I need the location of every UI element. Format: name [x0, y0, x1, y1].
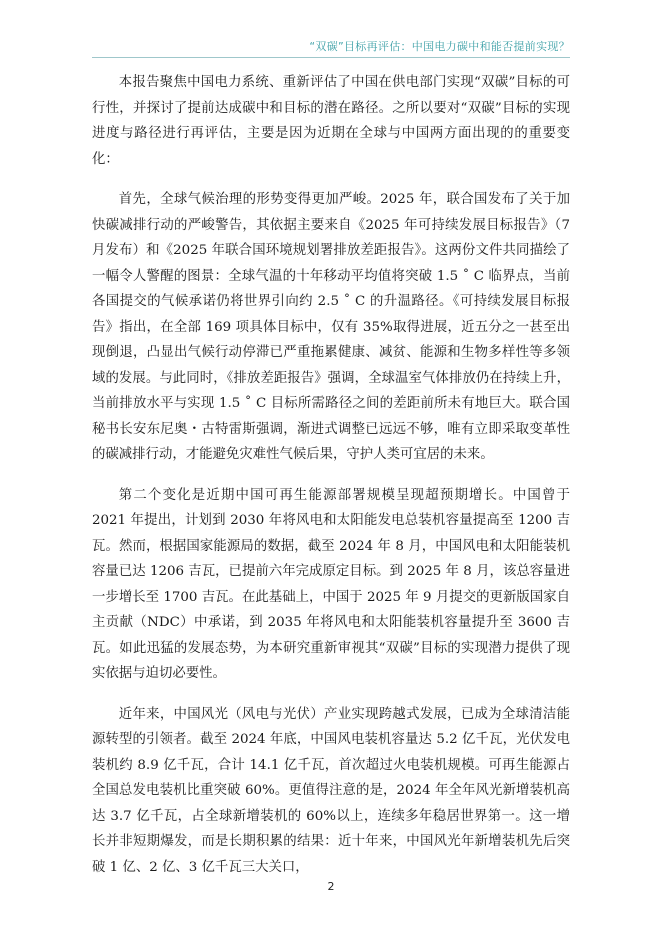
page-number: 2: [327, 880, 335, 893]
paragraph-renewable-growth: 第二个变化是近期中国可再生能源部署规模呈现超预期增长。中国曾于 2021 年提出，计划到 2030 年将风电和太阳能发电总装机容量提高至 1200 吉瓦。然而，根据国家能源局的数据，截至 2024 年 8 月，中国风电和太阳能装机容量已达 1206 吉瓦，已提前六年完成原定目标。到 2025 年 8 月，该总容量进一步增长至 1700 吉瓦。在此基础上，中国于 2025 年 9 月提交的更新版国家自主贡献（NDC）中承诺，到 2035 年将风电和太阳能装机容量提升至 3600 吉瓦。如此迅猛的发展态势，为本研究重新审视其“双碳”目标的实现潜力提供了现实依据与迫切必要性。: [92, 487, 570, 681]
paragraph-global-climate: 首先，全球气候治理的形势变得更加严峻。2025 年，联合国发布了关于加快碳减排行动的严峻警告，其依据主要来自《2025 年可持续发展目标报告》（7 月发布）和《2025 年联合国环境规划署排放差距报告》。这两份文件共同描绘了一幅令人警醒的图景：全球气温的十年移动平均值将突破 1.5 ˚ C 临界点，当前各国提交的气候承诺仍将世界引向约 2.5 ˚ C 的升温路径。《可持续发展目标报告》指出，在全部 169 项具体目标中，仅有 35%取得进展，近五分之一甚至出现倒退，凸显出气候行动停滞已严重拖累健康、减贫、能源和生物多样性等多领域的发展。与此同时，《排放差距报告》强调，全球温室气体排放仍在持续上升，当前排放水平与实现 1.5 ˚ C 目标所需路径之间的差距前所未有地巨大。联合国秘书长安东尼奥・古特雷斯强调，渐进式调整已远远不够，唯有立即采取变革性的碳减排行动，才能避免灾难性气候后果，守护人类可宜居的未来。: [92, 192, 570, 462]
paragraph-intro: 本报告聚焦中国电力系统、重新评估了中国在供电部门实现“双碳”目标的可行性，并探讨了提前达成碳中和目标的潜在路径。之所以要对“双碳”目标的实现进度与路径进行再评估，主要是因为近期在全球与中国两方面出现的的重要变化：: [92, 75, 570, 167]
header-divider: [92, 57, 570, 58]
document-body: [92, 70, 570, 895]
paragraph-wind-solar-industry: 近年来，中国风光（风电与光伏）产业实现跨越式发展，已成为全球清洁能源转型的引领者。截至 2024 年底，中国风电装机容量达 5.2 亿千瓦，光伏发电装机约 8.9 亿千瓦，合计 14.1 亿千瓦，首次超过火电装机规模。可再生能源占全国总发电装机比重突破 60%。更值得注意的是，2024 年全年风光新增装机高达 3.7 亿千瓦，占全球新增装机的 60%以上，连续多年稳居世界第一。这一增长并非短期爆发，而是长期积累的结果：近十年来，中国风光年新增装机先后突破 1 亿、2 亿、3 亿千瓦三大关口，: [92, 706, 570, 875]
running-header-title: “双碳”目标再评估：中国电力碳中和能否提前实现？: [309, 40, 570, 53]
